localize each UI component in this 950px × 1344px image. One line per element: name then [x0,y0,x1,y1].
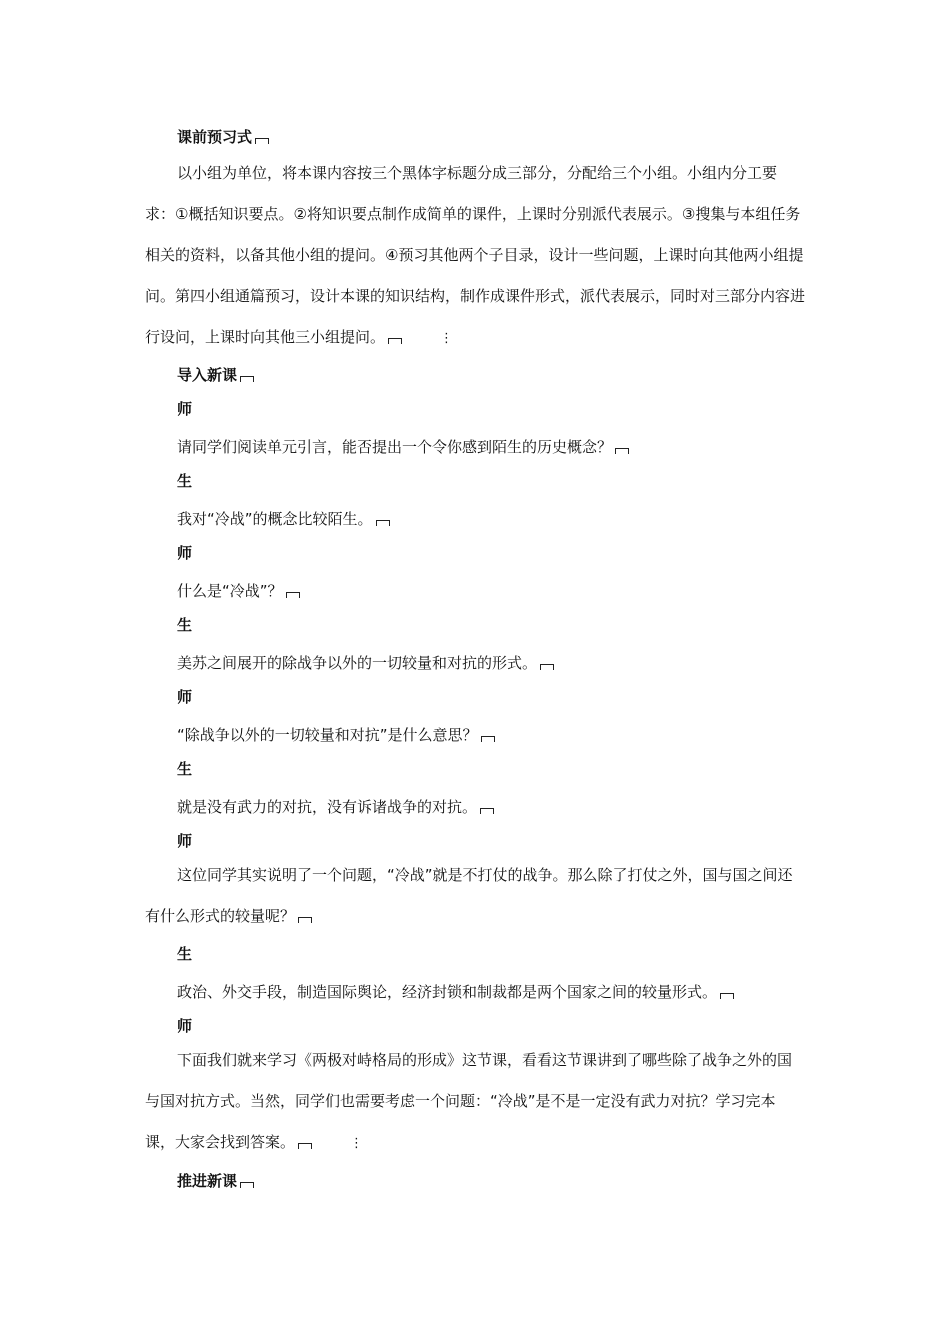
preview-heading: 课前预习式 [177,125,269,149]
speaker-label: 生 [177,472,193,490]
dialogue-paragraph: 这位同学其实说明了一个问题，“冷战”就是不打仗的战争。那么除了打仗之外，国与国之间还有什么形式的较量呢？ [145,866,793,925]
paragraph-mark-icon [388,338,402,344]
preview-paragraph: 以小组为单位，将本课内容按三个黑体字标题分成三部分，分配给三个小组。小组内分工要求：①概括知识要点。②将知识要点制作成简单的课件，上课时分别派代表展示。③搜集与本组任务相关的资料，以备其他小组的提问。④预习其他两个子目录，设计一些问题，上课时向其他两小组提问。第四小组通篇预习，设计本课的知识结构，制作成课件形式，派代表展示，同时对三部分内容进行设问，上课时向其他三小组提问。 ⋮ [145,164,806,346]
dialogue-line: 请同学们阅读单元引言，能否提出一个令你感到陌生的历史概念？ [177,435,629,459]
speaker-label: 生 [177,760,193,778]
speaker-label: 师 [177,688,193,706]
paragraph-mark-icon [720,993,734,999]
speaker-label: 师 [177,400,193,418]
paragraph-mark-icon [255,138,269,144]
paragraph-mark-icon [615,448,629,454]
speaker-label: 师 [177,832,193,850]
intro-heading: 导入新课 [177,363,254,387]
speaker-label: 生 [177,616,193,634]
dialogue-line: 什么是“冷战”？ [177,579,300,603]
paragraph-mark-icon [286,592,300,598]
dialogue-line: 就是没有武力的对抗，没有诉诸战争的对抗。 [177,795,494,819]
speaker-label: 师 [177,544,193,562]
vertical-ellipsis-icon: ⋮ [350,1136,364,1151]
paragraph-mark-icon [481,736,495,742]
paragraph-mark-icon [240,376,254,382]
paragraph-mark-icon [376,520,390,526]
dialogue-line: 政治、外交手段，制造国际舆论，经济封锁和制裁都是两个国家之间的较量形式。 [177,980,734,1004]
paragraph-mark-icon [240,1182,254,1188]
speaker-label: 师 [177,1017,193,1035]
dialogue-line: 美苏之间展开的除战争以外的一切较量和对抗的形式。 [177,651,554,675]
dialogue-line: “除战争以外的一切较量和对抗”是什么意思？ [177,723,495,747]
advance-heading: 推进新课 [177,1169,254,1193]
vertical-ellipsis-icon: ⋮ [440,331,454,346]
dialogue-paragraph: 下面我们就来学习《两极对峙格局的形成》这节课，看看这节课讲到了哪些除了战争之外的国与国对抗方式。当然，同学们也需要考虑一个问题：“冷战”是不是一定没有武力对抗？学习完本课，大家会找到答案。 ⋮ [145,1051,793,1151]
paragraph-mark-icon [298,1143,312,1149]
paragraph-mark-icon [540,664,554,670]
speaker-label: 生 [177,945,193,963]
paragraph-mark-icon [298,917,312,923]
paragraph-mark-icon [480,808,494,814]
dialogue-line: 我对“冷战”的概念比较陌生。 [177,507,390,531]
